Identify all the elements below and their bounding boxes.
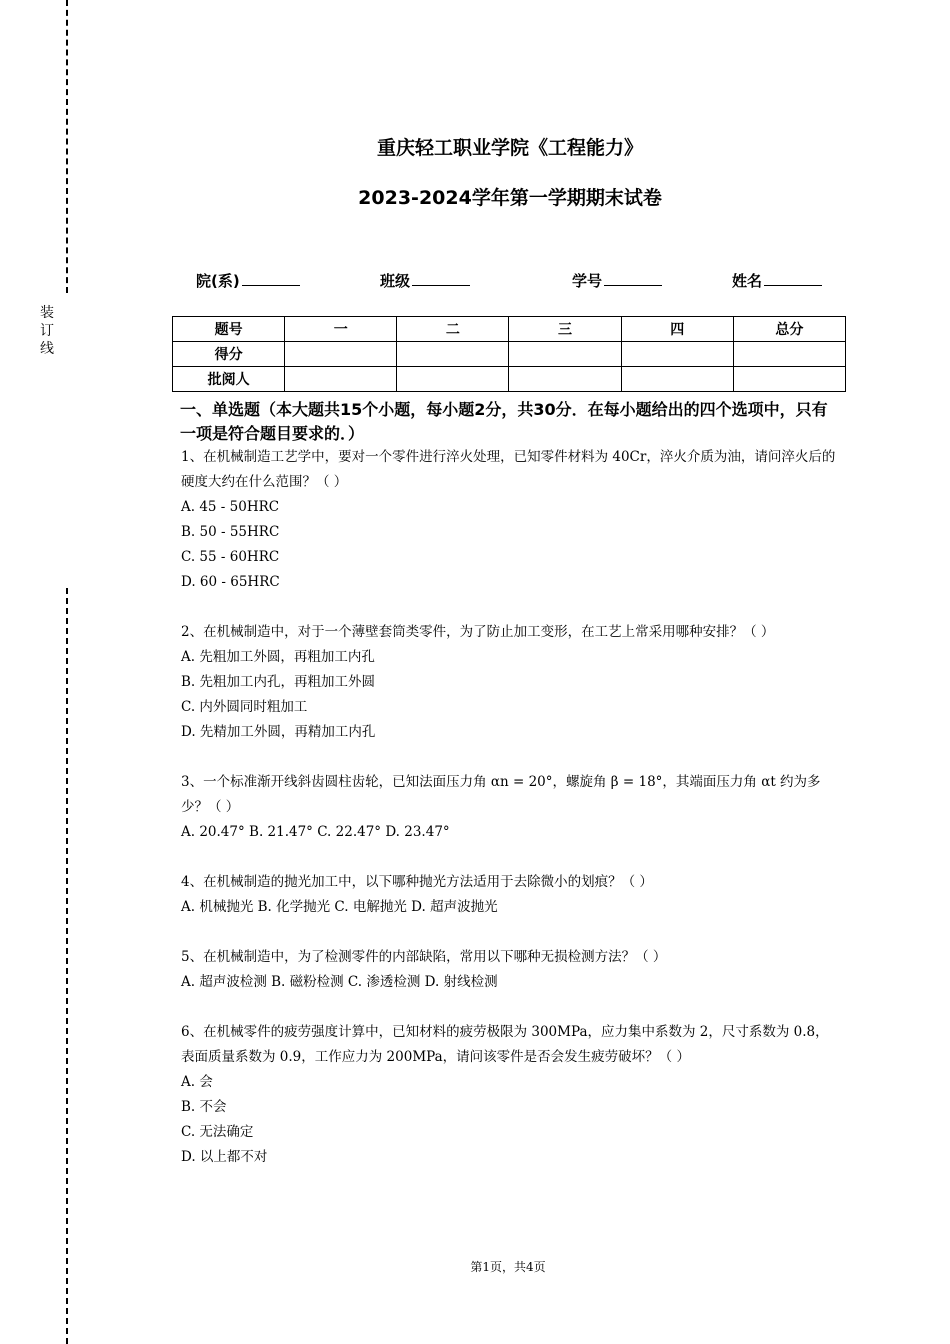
binding-label: 装订线 xyxy=(40,305,54,357)
department-label: 院(系) xyxy=(196,272,240,290)
name-field xyxy=(732,270,822,291)
score-cell xyxy=(509,367,621,392)
score-header-cell: 一 xyxy=(285,317,397,342)
question-option: A. 会 xyxy=(181,1074,213,1090)
score-cell xyxy=(285,367,397,392)
question-stem: 1、在机械制造工艺学中，要对一个零件进行淬火处理，已知零件材料为 40Cr，淬火介质为油，请问淬火后的硬度大约在什么范围？（ ） xyxy=(181,449,836,490)
question-3 xyxy=(181,770,841,845)
name-label: 姓名 xyxy=(732,272,763,290)
department-blank xyxy=(242,271,300,286)
score-table-row xyxy=(173,367,846,392)
section-heading: 一、单选题（本大题共15个小题，每小题2分，共30分．在每小题给出的四个选项中，只有一项是符合题目要求的．） xyxy=(180,400,828,443)
question-option: D. 以上都不对 xyxy=(181,1149,268,1165)
question-5 xyxy=(181,945,841,995)
student-id-blank xyxy=(604,271,662,286)
question-stem: 6、在机械零件的疲劳强度计算中，已知材料的疲劳极限为 300MPa，应力集中系数为 2，尺寸系数为 0.8，表面质量系数为 0.9，工作应力为 200MPa，请问该零件是否会发生疲劳破坏？（ ） xyxy=(181,1024,829,1065)
class-label: 班级 xyxy=(380,272,411,290)
score-table-row xyxy=(173,342,846,367)
question-4 xyxy=(181,870,841,920)
student-id-label: 学号 xyxy=(572,272,603,290)
question-stem: 3、一个标准渐开线斜齿圆柱齿轮，已知法面压力角 αn = 20°，螺旋角 β = 18°，其端面压力角 αt 约为多少？（ ） xyxy=(181,774,821,815)
question-6 xyxy=(181,1020,841,1170)
question-option: C. 内外圆同时粗加工 xyxy=(181,699,308,715)
question-option: A. 超声波检测 B. 磁粉检测 C. 渗透检测 D. 射线检测 xyxy=(181,974,498,990)
exam-title: 重庆轻工职业学院《工程能力》 xyxy=(376,137,643,159)
score-cell xyxy=(733,367,845,392)
score-header-cell: 总分 xyxy=(733,317,845,342)
score-header-cell: 题号 xyxy=(173,317,285,342)
question-option: A. 先粗加工外圆，再粗加工内孔 xyxy=(181,649,375,665)
score-header-cell: 三 xyxy=(509,317,621,342)
question-option: A. 20.47° B. 21.47° C. 22.47° D. 23.47° xyxy=(181,824,450,840)
binding-line-bottom xyxy=(66,588,68,1344)
name-blank xyxy=(764,271,822,286)
question-option: A. 45 - 50HRC xyxy=(181,499,280,515)
question-stem: 5、在机械制造中，为了检测零件的内部缺陷，常用以下哪种无损检测方法？（ ） xyxy=(181,949,667,965)
question-option: B. 50 - 55HRC xyxy=(181,524,280,540)
question-stem: 2、在机械制造中，对于一个薄壁套筒类零件，为了防止加工变形，在工艺上常采用哪种安排？（ ） xyxy=(181,624,775,640)
question-option: A. 机械抛光 B. 化学抛光 C. 电解抛光 D. 超声波抛光 xyxy=(181,899,498,915)
class-field xyxy=(380,270,470,291)
question-1 xyxy=(181,445,841,595)
question-option: C. 无法确定 xyxy=(181,1124,254,1140)
score-cell xyxy=(621,342,733,367)
question-option: C. 55 - 60HRC xyxy=(181,549,280,565)
score-table xyxy=(172,316,846,392)
question-option: B. 不会 xyxy=(181,1099,227,1115)
score-cell xyxy=(733,342,845,367)
class-blank xyxy=(412,271,470,286)
score-row-label: 批阅人 xyxy=(173,367,285,392)
score-header-cell: 四 xyxy=(621,317,733,342)
question-option: D. 60 - 65HRC xyxy=(181,574,280,590)
page-number: 第1页，共4页 xyxy=(470,1260,546,1274)
question-option: D. 先精加工外圆，再精加工内孔 xyxy=(181,724,376,740)
score-cell xyxy=(509,342,621,367)
score-cell xyxy=(285,342,397,367)
score-cell xyxy=(397,342,509,367)
department-field xyxy=(196,270,300,291)
score-cell xyxy=(621,367,733,392)
question-list xyxy=(181,445,841,1195)
score-header-cell: 二 xyxy=(397,317,509,342)
student-id-field xyxy=(572,270,662,291)
score-cell xyxy=(397,367,509,392)
score-table-header-row xyxy=(173,317,846,342)
question-stem: 4、在机械制造的抛光加工中，以下哪种抛光方法适用于去除微小的划痕？（ ） xyxy=(181,874,653,890)
score-row-label: 得分 xyxy=(173,342,285,367)
question-option: B. 先粗加工内孔，再粗加工外圆 xyxy=(181,674,376,690)
exam-term: 2023-2024学年第一学期期末试卷 xyxy=(358,187,662,209)
question-2 xyxy=(181,620,841,745)
